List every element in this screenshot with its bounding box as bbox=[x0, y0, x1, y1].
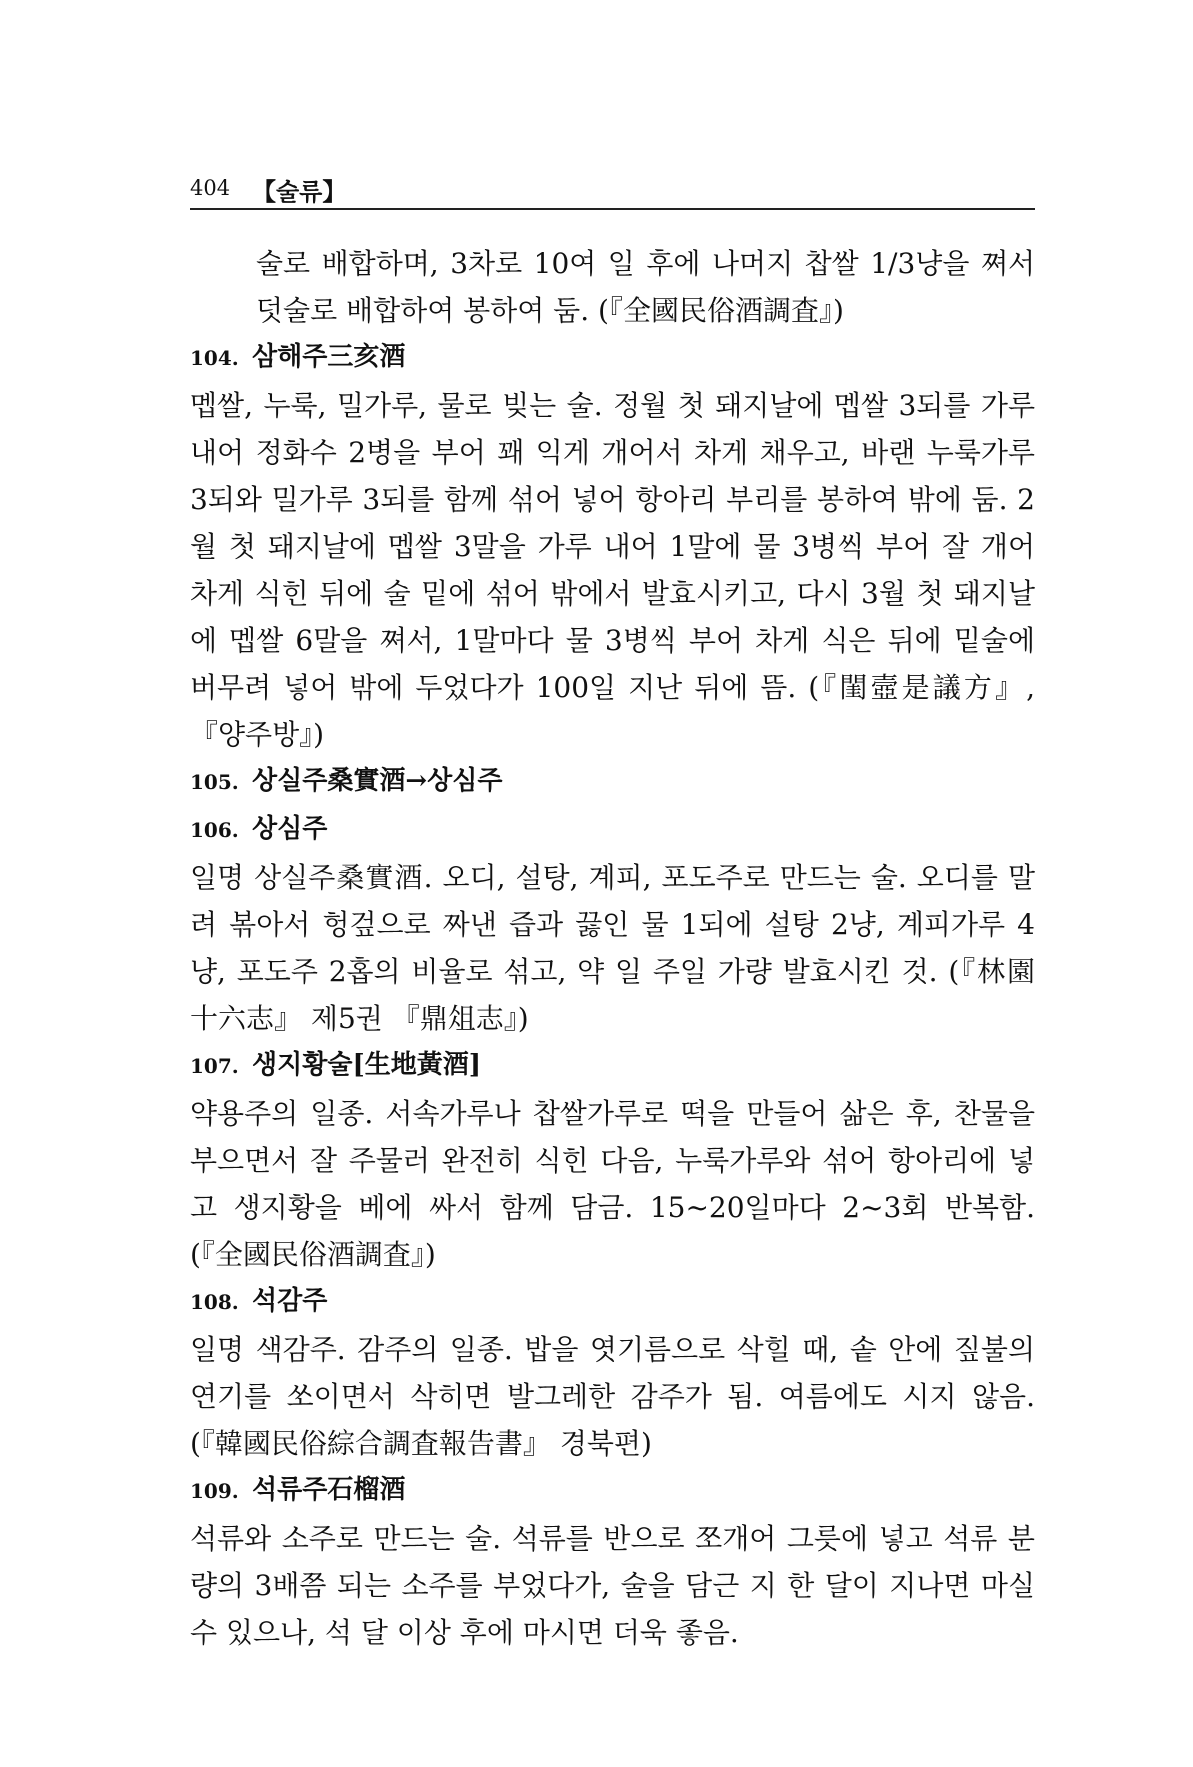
entry-text: 약용주의 일종. 서속가루나 찹쌀가루로 떡을 만들어 삶은 후, 찬물을 부으면서 잘 주물러 완전히 식힌 다음, 누룩가루와 섞어 항아리에 넣고 생지황을 베에 싸서 함께 담금. 15~20일마다 2~3회 반복함. (『全國民俗酒調査』) bbox=[190, 1097, 1035, 1271]
entry-heading bbox=[190, 806, 1035, 854]
page-number: 404 bbox=[190, 176, 231, 200]
entry-number: 105. bbox=[190, 770, 239, 794]
entry-108 bbox=[190, 1278, 1035, 1467]
entry-105 bbox=[190, 758, 1035, 806]
entry-heading bbox=[190, 1042, 1035, 1090]
entry-text: 석류와 소주로 만드는 술. 석류를 반으로 쪼개어 그릇에 넣고 석류 분량의 3배쯤 되는 소주를 부었다가, 술을 담근 지 한 달이 지나면 마실 수 있으나, 석 달 이상 후에 마시면 더욱 좋음. bbox=[190, 1522, 1035, 1649]
entry-number: 106. bbox=[190, 818, 239, 842]
entry-text: 일명 색감주. 감주의 일종. 밥을 엿기름으로 삭힐 때, 솥 안에 짚불의 연기를 쏘이면서 삭히면 발그레한 감주가 됨. 여름에도 시지 않음. (『韓國民俗綜合調査報告書』 경북편) bbox=[190, 1333, 1035, 1460]
entry-heading bbox=[190, 758, 1035, 806]
entry-title: 석감주 bbox=[252, 1286, 328, 1316]
entry-104 bbox=[190, 334, 1035, 758]
entry-title: 상실주桑實酒→상심주 bbox=[252, 766, 503, 796]
entry-heading bbox=[190, 334, 1035, 382]
entry-number: 107. bbox=[190, 1054, 239, 1078]
entry-title: 생지황술[生地黃酒] bbox=[252, 1050, 482, 1080]
entry-title: 석류주石榴酒 bbox=[252, 1475, 406, 1505]
section-title: 【술류】 bbox=[252, 177, 347, 206]
entry-title: 상심주 bbox=[252, 814, 328, 844]
continuation-paragraph: 술로 배합하며, 3차로 10여 일 후에 나머지 찹쌀 1/3냥을 쪄서 덧술로 배합하여 봉하여 둠. (『全國民俗酒調査』) bbox=[256, 247, 1035, 327]
entry-text: 멥쌀, 누룩, 밀가루, 물로 빚는 술. 정월 첫 돼지날에 멥쌀 3되를 가루 내어 정화수 2병을 부어 꽤 익게 개어서 차게 채우고, 바랜 누룩가루 3되와 밀가루 3되를 함께 섞어 넣어 항아리 부리를 봉하여 밖에 둠. 2월 첫 돼지날에 멥쌀 3말을 가루 내어 1말에 물 3병씩 부어 잘 개어 차게 식힌 뒤에 술 밑에 섞어 밖에서 발효시키고, 다시 3월 첫 돼지날에 멥쌀 6말을 쪄서, 1말마다 물 3병씩 부어 차게 식은 뒤에 밑술에 버무려 넣어 밖에 두었다가 100일 지난 뒤에 뜸. (『閨壼是議方』, 『양주방』) bbox=[190, 389, 1035, 751]
entry-number: 104. bbox=[190, 346, 239, 370]
entry-title: 삼해주三亥酒 bbox=[252, 342, 406, 372]
page-body bbox=[190, 240, 1035, 1656]
entry-heading bbox=[190, 1278, 1035, 1326]
entry-number: 109. bbox=[190, 1479, 239, 1503]
entry-106 bbox=[190, 806, 1035, 1042]
entry-text: 일명 상실주桑實酒. 오디, 설탕, 계피, 포도주로 만드는 술. 오디를 말려 볶아서 헝겊으로 짜낸 즙과 끓인 물 1되에 설탕 2냥, 계피가루 4냥, 포도주 2홉의 비율로 섞고, 약 일 주일 가량 발효시킨 것. (『林園十六志』 제5권 『鼎俎志』) bbox=[190, 861, 1035, 1035]
entry-number: 108. bbox=[190, 1290, 239, 1314]
page-header bbox=[190, 168, 1035, 210]
entry-107 bbox=[190, 1042, 1035, 1278]
entry-heading bbox=[190, 1467, 1035, 1515]
entry-109 bbox=[190, 1467, 1035, 1656]
